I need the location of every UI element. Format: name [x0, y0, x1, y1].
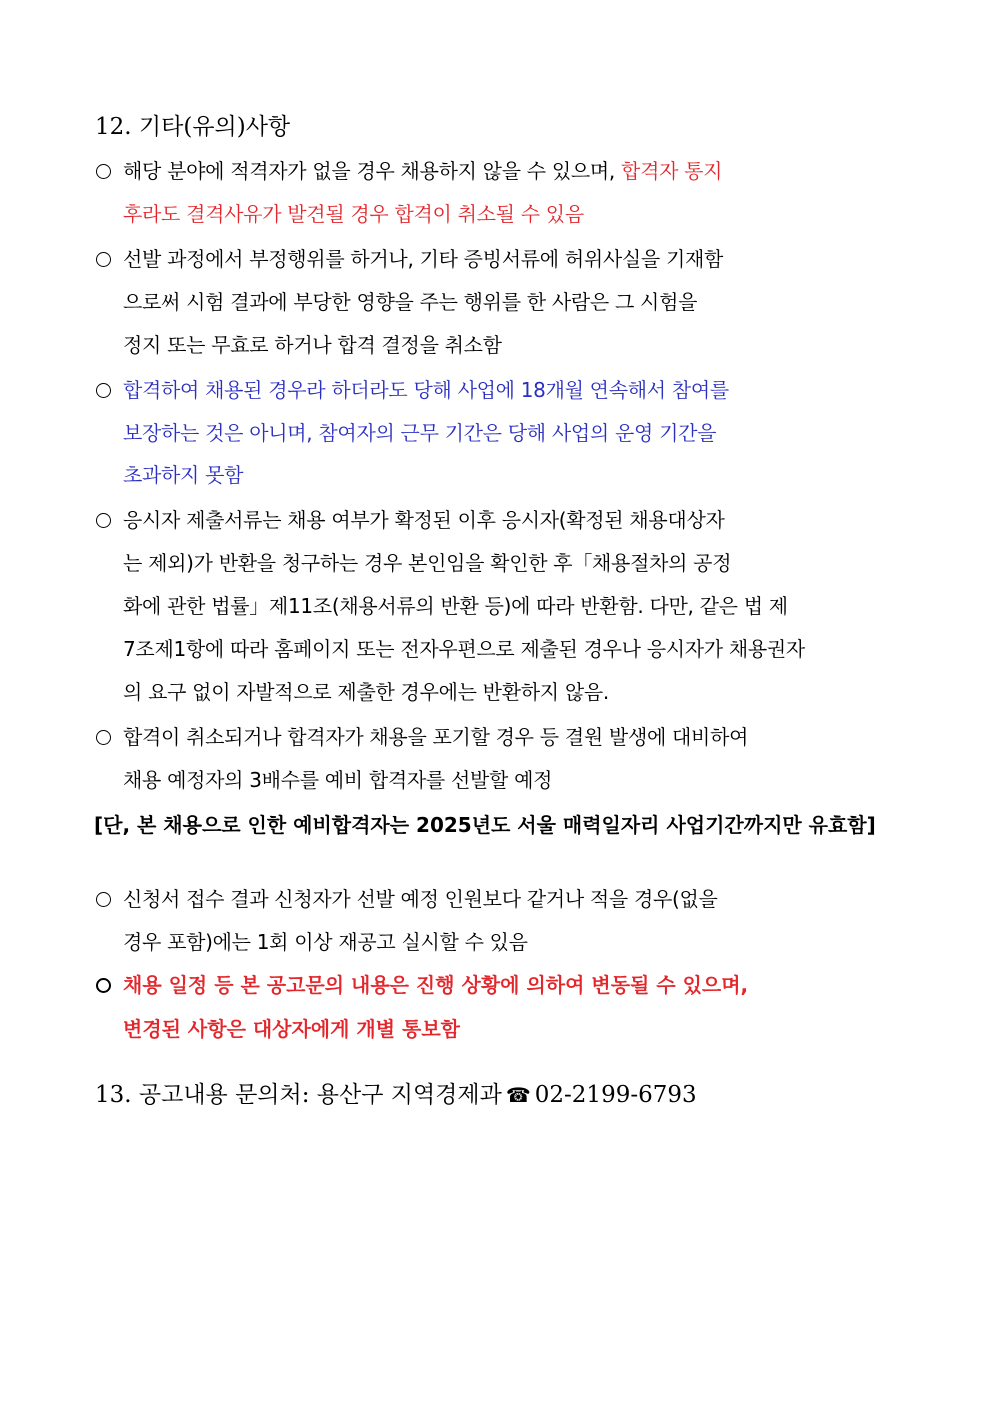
item2-line1: 선발 과정에서 부정행위를 하거나, 기타 증빙서류에 허위사실을 기재함 — [123, 247, 724, 271]
item4-line2: 는 제외)가 반환을 청구하는 경우 본인임을 확인한 후「채용절차의 공정 — [123, 551, 732, 575]
contact-label: 13. 공고내용 문의처: 용산구 지역경제과 — [95, 1082, 502, 1108]
item1-line1-text: 해당 분야에 적격자가 없을 경우 채용하지 않을 수 있으며, — [123, 159, 622, 183]
item2-line2: 으로써 시험 결과에 부당한 영향을 주는 행위를 한 사람은 그 시험을 — [123, 290, 698, 314]
item3-line3: 초과하지 못함 — [123, 463, 244, 487]
item5-line1: 합격이 취소되거나 합격자가 채용을 포기할 경우 등 결원 발생에 대비하여 — [123, 725, 749, 749]
item4-line3: 화에 관한 법률」제11조(채용서류의 반환 등)에 따라 반환함. 다만, 같은 법 제 — [123, 594, 788, 618]
item7-line1: 채용 일정 등 본 공고문의 내용은 진행 상황에 의하여 변동될 수 있으며, — [123, 973, 749, 997]
item3-line2: 보장하는 것은 아니며, 참여자의 근무 기간은 당해 사업의 운영 기간을 — [123, 421, 717, 445]
item4-line1: 응시자 제출서류는 채용 여부가 확정된 이후 응시자(확정된 채용대상자 — [123, 508, 725, 532]
contact-phone-number: 02-2199-6793 — [534, 1082, 697, 1108]
item6-line2: 경우 포함)에는 1회 이상 재공고 실시할 수 있음 — [123, 930, 528, 954]
item3-line1: 합격하여 채용된 경우라 하더라도 당해 사업에 18개월 연속해서 참여를 — [123, 378, 729, 402]
phone-icon: ☎ — [505, 1083, 531, 1107]
reserve-candidate-note: [단, 본 채용으로 인한 예비합격자는 2025년도 서울 매력일자리 사업기간까지만 유효함] — [94, 813, 876, 837]
item7-line2: 변경된 사항은 대상자에게 개별 통보함 — [123, 1017, 460, 1041]
item1-line1 — [123, 158, 722, 184]
item4-line5: 의 요구 없이 자발적으로 제출한 경우에는 반환하지 않음. — [123, 680, 609, 704]
bullet-circle-icon — [96, 252, 111, 267]
item1-line1-highlight: 합격자 통지 — [621, 159, 723, 183]
item5-line2: 채용 예정자의 3배수를 예비 합격자를 선발할 예정 — [123, 768, 553, 792]
item4-line4: 7조제1항에 따라 홈페이지 또는 전자우편으로 제출된 경우나 응시자가 채용권자 — [123, 637, 805, 661]
item1-line2: 후라도 결격사유가 발견될 경우 합격이 취소될 수 있음 — [123, 202, 584, 226]
bullet-circle-icon — [96, 383, 111, 398]
bullet-circle-icon — [96, 892, 111, 907]
bullet-circle-icon — [96, 513, 111, 528]
section-12-heading: 12. 기타(유의)사항 — [95, 114, 291, 140]
item6-line1: 신청서 접수 결과 신청자가 선발 예정 인원보다 같거나 적을 경우(없을 — [123, 887, 718, 911]
bullet-circle-icon — [96, 730, 111, 745]
bullet-circle-icon — [96, 978, 111, 993]
item2-line3: 정지 또는 무효로 하거나 합격 결정을 취소함 — [123, 333, 502, 357]
bullet-circle-icon — [96, 164, 111, 179]
section-13-contact — [95, 1081, 697, 1109]
